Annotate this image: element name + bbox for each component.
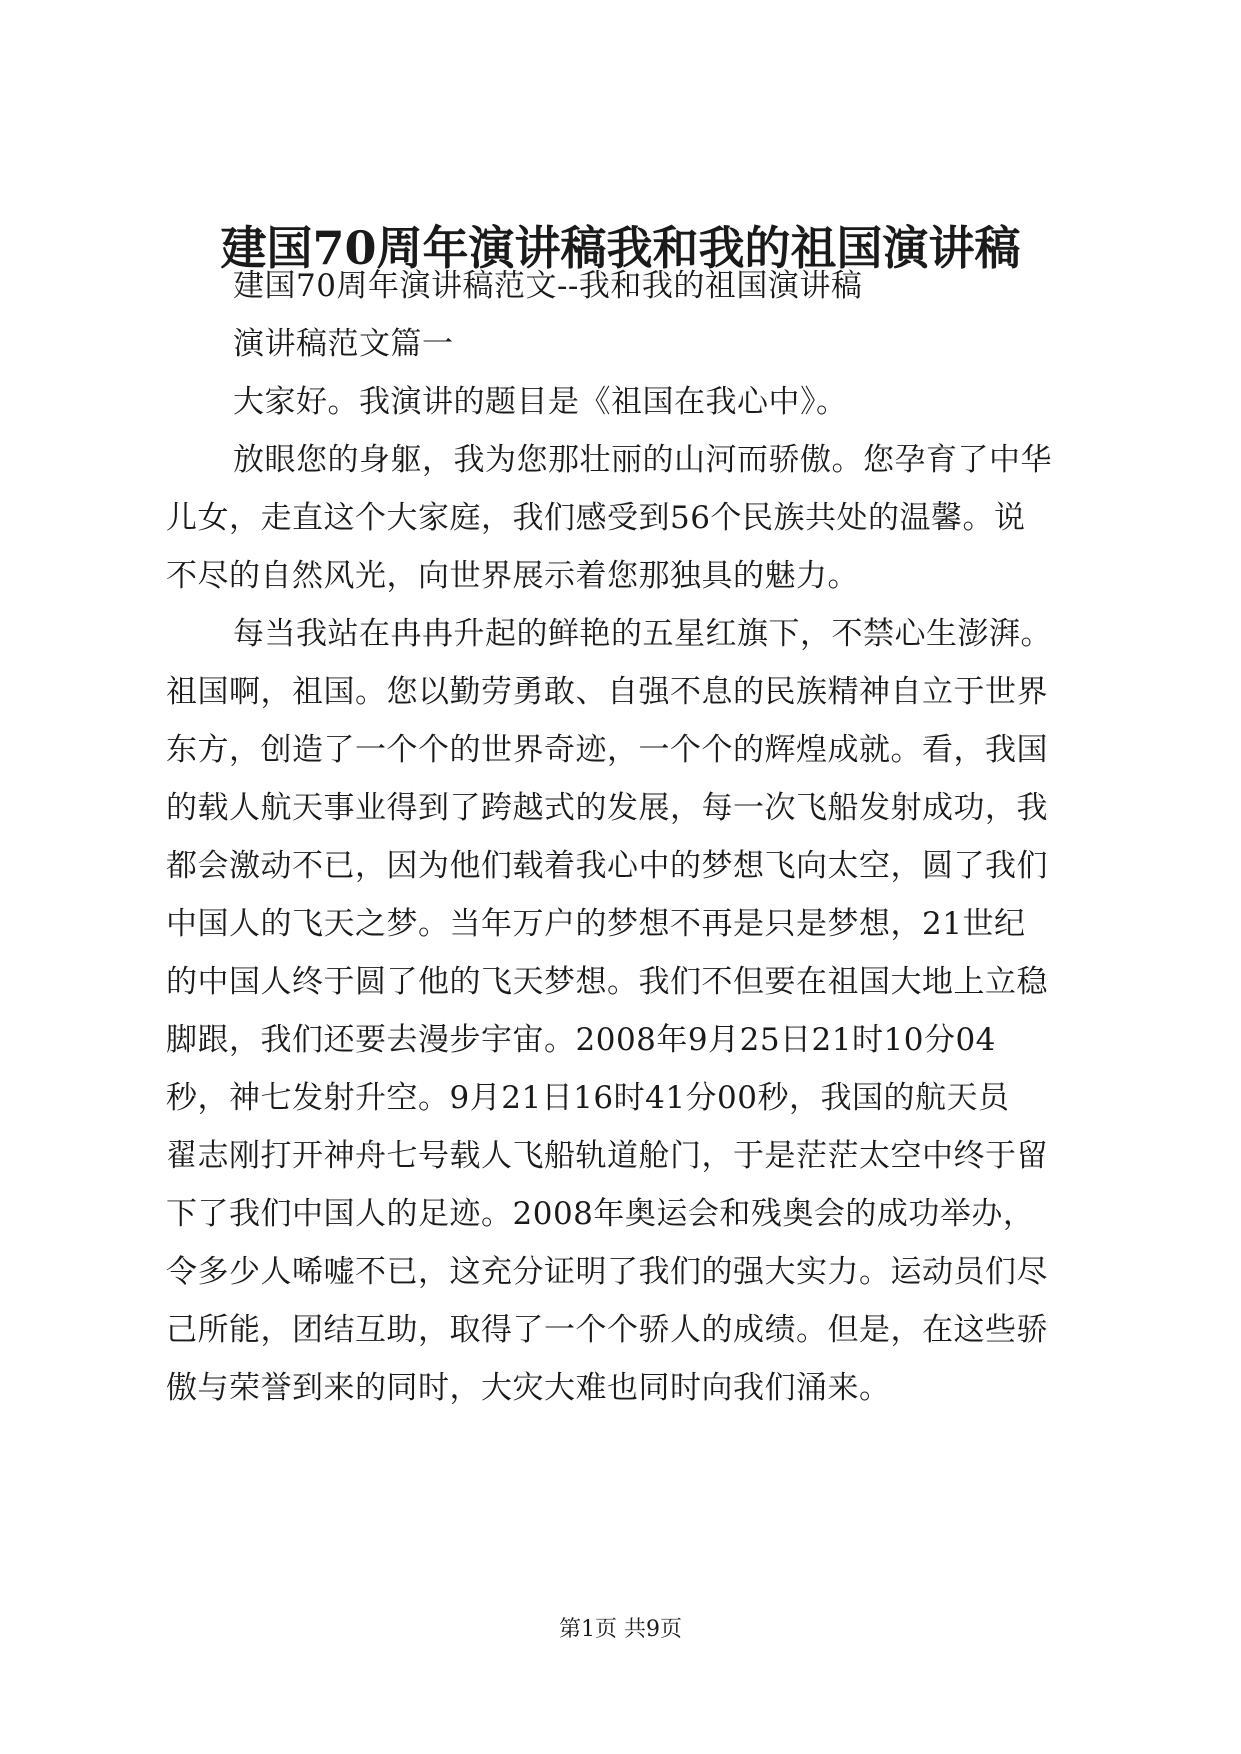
paragraph-line: 秒，神七发射升空。9月21日16时41分00秒，我国的航天员: [166, 1080, 1010, 1116]
paragraph-line: 的载人航天事业得到了跨越式的发展，每一次飞船发射成功，我: [166, 790, 1048, 826]
paragraph-line: 祖国啊，祖国。您以勤劳勇敢、自强不息的民族精神自立于世界: [166, 674, 1048, 710]
paragraph-line: 下了我们中国人的足迹。2008年奥运会和残奥会的成功举办，: [166, 1196, 1035, 1232]
subtitle-line: 建国70周年演讲稿范文--我和我的祖国演讲稿: [233, 268, 863, 304]
paragraph-line: 每当我站在冉冉升起的鲜艳的五星红旗下，不禁心生澎湃。: [233, 616, 1052, 652]
paragraph-line: 中国人的飞天之梦。当年万户的梦想不再是只是梦想，21世纪: [166, 906, 1026, 942]
paragraph-line: 儿女，走直这个大家庭，我们感受到56个民族共处的温馨。说: [166, 500, 1026, 536]
paragraph-line: 都会激动不已，因为他们载着我心中的梦想飞向太空，圆了我们: [166, 848, 1048, 884]
page-footer: 第1页 共9页: [559, 1617, 682, 1642]
paragraph-line: 大家好。我演讲的题目是《祖国在我心中》。: [233, 384, 848, 420]
paragraph-line: 东方，创造了一个个的世界奇迹，一个个的辉煌成就。看，我国: [166, 732, 1048, 768]
paragraph-line: 放眼您的身躯，我为您那壮丽的山河而骄傲。您孕育了中华: [233, 442, 1052, 478]
paragraph-line: 的中国人终于圆了他的飞天梦想。我们不但要在祖国大地上立稳: [166, 964, 1048, 1000]
paragraph-line: 脚跟，我们还要去漫步宇宙。2008年9月25日21时10分04: [166, 1022, 996, 1058]
document-title: 建国70周年演讲稿我和我的祖国演讲稿: [220, 221, 1021, 275]
paragraph-line: 翟志刚打开神舟七号载人飞船轨道舱门，于是茫茫太空中终于留: [166, 1138, 1048, 1174]
paragraph-line: 不尽的自然风光，向世界展示着您那独具的魅力。: [166, 558, 859, 594]
section-heading: 演讲稿范文篇一: [233, 326, 454, 362]
paragraph-line: 令多少人唏嘘不已，这充分证明了我们的强大实力。运动员们尽: [166, 1254, 1048, 1290]
paragraph-line: 傲与荣誉到来的同时，大灾大难也同时向我们涌来。: [166, 1370, 891, 1406]
paragraph-line: 己所能，团结互助，取得了一个个骄人的成绩。但是，在这些骄: [166, 1312, 1048, 1348]
